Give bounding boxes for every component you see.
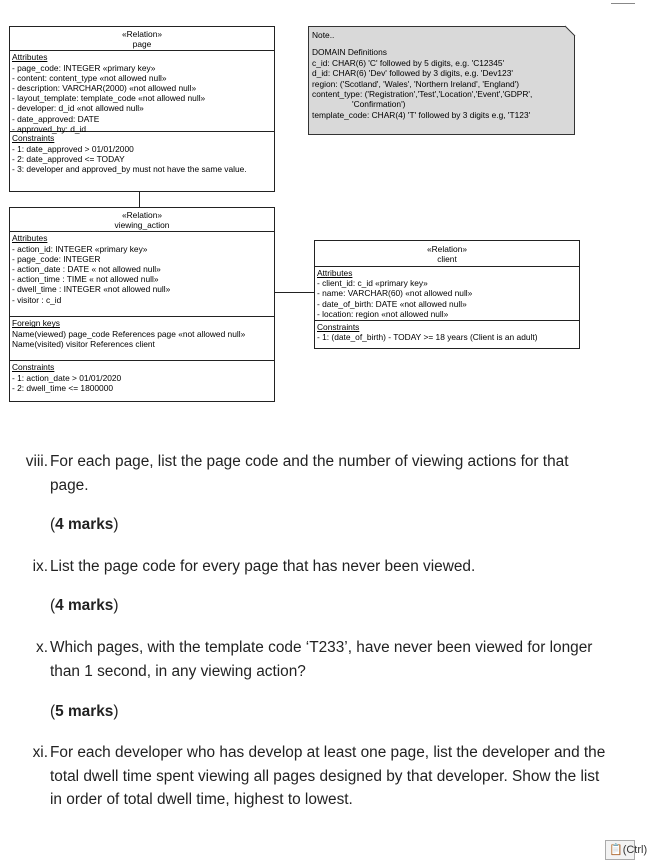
page-stereotype: «Relation» [121, 29, 163, 39]
page-constraint: - 1: date_approved > 01/01/2000 [12, 143, 134, 154]
page-constraint: - 2: date_approved <= TODAY [12, 153, 125, 164]
window-edge-mark [611, 0, 635, 4]
page-constraints-title: Constraints [12, 133, 55, 144]
viewing-action-attributes-section [10, 231, 274, 316]
note-line: content_type: ('Registration','Test','Location','Event','GDPR', [312, 89, 533, 100]
page-attribute: - content: content_type «not allowed null» [12, 72, 167, 83]
page-attribute: - developer: d_id «not allowed null» [12, 103, 144, 114]
marks-value: 4 marks [55, 597, 114, 614]
note-line: d_id: CHAR(6) 'Dev' followed by 3 digits, e.g. 'Dev123' [312, 68, 513, 79]
paste-options-button[interactable] [605, 840, 647, 860]
viewing-action-attribute: - action_date : DATE « not allowed null» [12, 264, 161, 275]
question-number: viii. [25, 453, 48, 470]
page-attributes-title: Attributes [12, 52, 48, 63]
viewing-action-relation-box [9, 207, 275, 402]
question-number: x. [36, 639, 48, 656]
question-text: List the page code for every page that has never been viewed. [50, 558, 476, 575]
viewing-action-attributes-title: Attributes [12, 233, 48, 244]
domain-definitions-note [308, 26, 575, 135]
question-viii [18, 450, 618, 498]
viewing-action-constraints-section [10, 360, 274, 395]
question-number: xi. [32, 744, 48, 761]
question-ix-marks: (4 marks) [50, 597, 119, 614]
question-number: ix. [32, 558, 48, 575]
note-line: region: ('Scotland', 'Wales', 'Northern Ireland', 'England') [312, 78, 520, 89]
viewing-action-header [10, 208, 274, 231]
paste-options-label: (Ctrl) [622, 844, 647, 856]
foreign-key: Name(visited) visitor References client [12, 338, 155, 349]
page-relation-header [10, 27, 274, 50]
client-attribute: - name: VARCHAR(60) «not allowed null» [317, 288, 473, 299]
viewing-action-attribute: - page_code: INTEGER [12, 253, 101, 264]
marks-value: 5 marks [55, 703, 114, 720]
viewing-action-stereotype: «Relation» [121, 210, 163, 220]
page-attribute: - date_approved: DATE [12, 113, 100, 124]
note-title: Note.. [312, 30, 335, 40]
clipboard-icon: 📋 [609, 844, 623, 856]
question-viii-marks: (4 marks) [50, 516, 119, 533]
question-x-marks: (5 marks) [50, 703, 119, 720]
question-text: For each page, list the page code and the number of viewing actions for that page. [50, 453, 569, 494]
viewing-action-foreign-keys-section [10, 316, 274, 360]
client-stereotype: «Relation» [426, 244, 468, 254]
question-xi [18, 741, 618, 813]
question-text: For each developer who has develop at least one page, list the developer and the total dwell time spent viewing all pages designed by that developer. Show the list in order of total dwell time, highest to lowest. [50, 744, 606, 808]
viewing-action-constraint: - 2: dwell_time <= 1800000 [12, 382, 114, 393]
note-heading: DOMAIN Definitions [312, 47, 387, 58]
viewing-action-attribute: - action_id: INTEGER «primary key» [12, 243, 148, 254]
page-viewing-connector [139, 192, 140, 207]
page-attribute: - page_code: INTEGER «primary key» [12, 62, 156, 73]
client-relation-name: client [437, 254, 457, 265]
note-line-continuation: 'Confirmation') [352, 99, 406, 110]
page-attribute: - approved_by: d_id [12, 123, 87, 134]
client-attributes-title: Attributes [317, 268, 353, 278]
question-ix [18, 555, 618, 579]
viewing-action-attribute: - visitor : c_id [12, 294, 62, 305]
viewing-action-attribute: - dwell_time : INTEGER «not allowed null» [12, 284, 171, 295]
client-relation-header [315, 241, 579, 266]
marks-value: 4 marks [55, 516, 114, 533]
page-attribute: - description: VARCHAR(2000) «not allowed null» [12, 83, 197, 94]
client-constraints-title: Constraints [317, 322, 360, 332]
viewing-action-constraint: - 1: action_date > 01/01/2020 [12, 372, 122, 383]
client-constraint: - 1: (date_of_birth) - TODAY >= 18 years (Client is an adult) [317, 332, 538, 343]
note-line: c_id: CHAR(6) 'C' followed by 5 digits, e.g. 'C12345' [312, 57, 505, 68]
page-relation-name: page [132, 39, 152, 50]
client-attribute: - location: region «not allowed null» [317, 308, 449, 319]
page-constraints-section [10, 131, 274, 176]
page-attributes-section [10, 50, 274, 134]
page-relation-box [9, 26, 275, 192]
page-constraint: - 3: developer and approved_by must not have the same value. [12, 164, 247, 175]
viewing-client-connector [275, 292, 314, 293]
viewing-action-constraints-title: Constraints [12, 362, 55, 373]
viewing-action-attribute: - action_time : TIME « not allowed null» [12, 274, 159, 285]
note-fold-icon [565, 26, 575, 36]
client-constraints-section [315, 320, 579, 344]
question-text: Which pages, with the template code ‘T233’, have never been viewed for longer than 1 second, in any viewing action? [50, 639, 593, 680]
client-attribute: - client_id: c_id «primary key» [317, 278, 428, 289]
client-attributes-section [315, 266, 579, 320]
viewing-action-name: viewing_action [114, 220, 170, 231]
foreign-key: Name(viewed) page_code References page «not allowed null» [12, 328, 246, 339]
page-attribute: - layout_template: template_code «not allowed null» [12, 93, 206, 104]
client-relation-box [314, 240, 580, 349]
question-x [18, 636, 618, 684]
foreign-keys-title: Foreign keys [12, 318, 60, 329]
client-attribute: - date_of_birth: DATE «not allowed null» [317, 298, 467, 309]
note-line: template_code: CHAR(4) 'T' followed by 3 digits e.g, 'T123' [312, 109, 531, 120]
